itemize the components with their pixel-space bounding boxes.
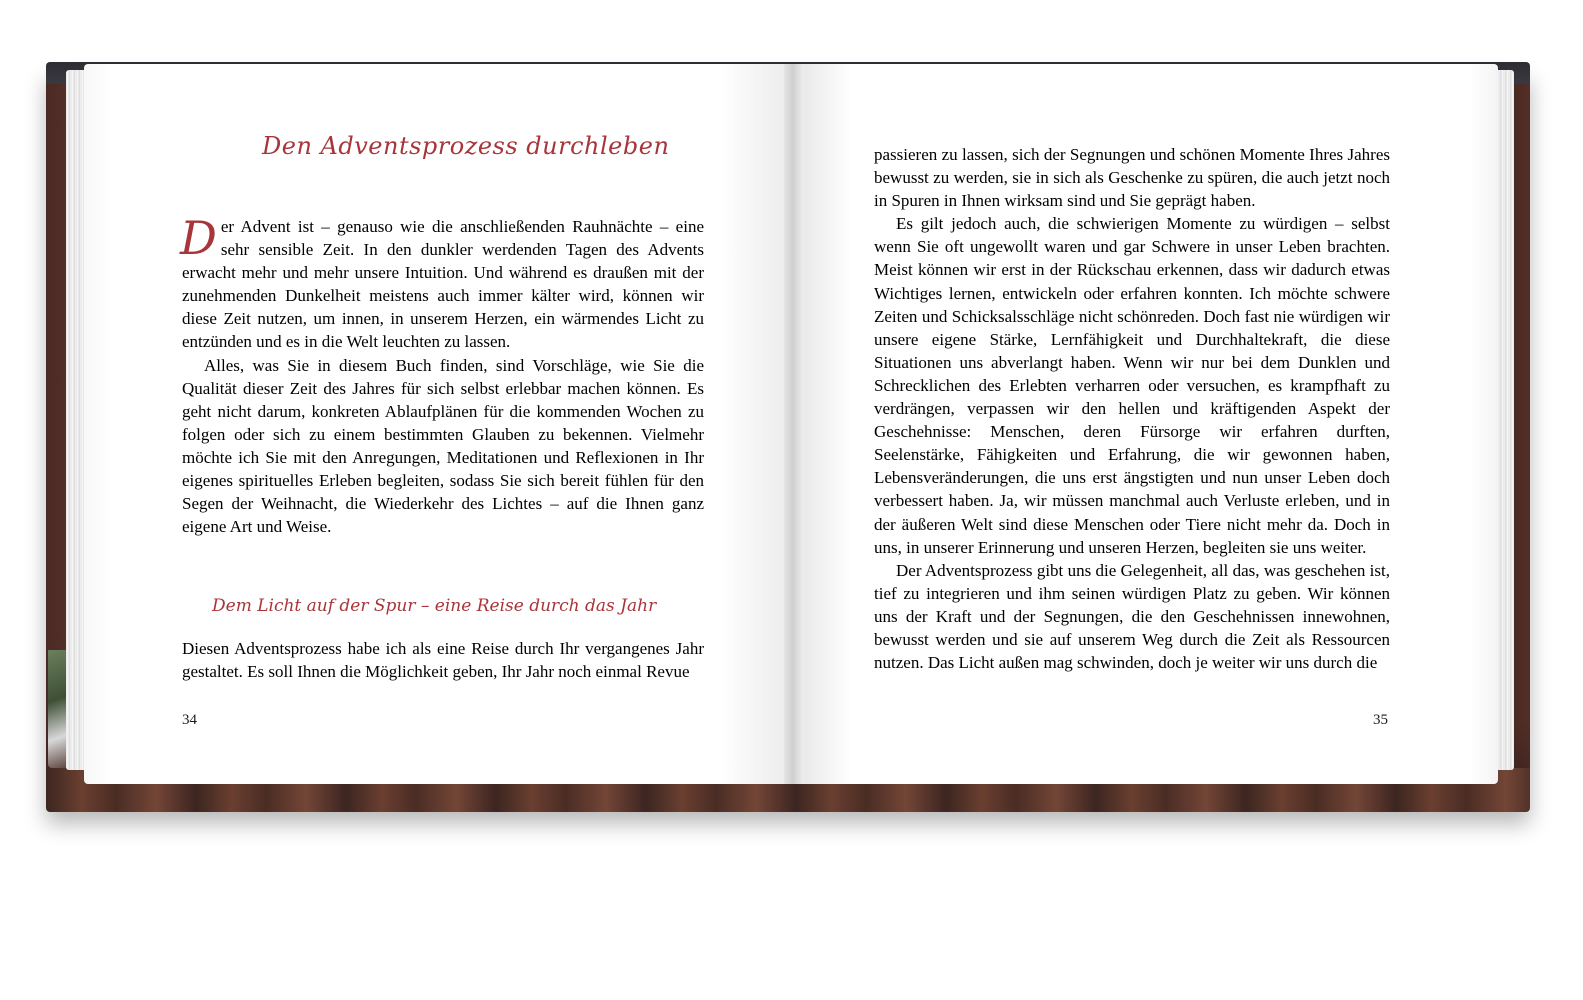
left-paragraph-1 — [180, 211, 704, 354]
right-paragraph-3: Der Adventsprozess gibt uns die Gelegenheit, all das, was geschehen ist, tief zu integrieren und ihm seinen würdigen Platz zu geben. Wir können uns der Kraft und der Segnungen, die den Geschehnissen innewohnen, bewusst werden und sie auf unserem Weg durch die Zeit als Ressourcen nutzen. Das Licht außen mag schwinden, doch je weiter wir uns durch die — [874, 560, 1390, 673]
right-paragraph-2: Es gilt jedoch auch, die schwierigen Momente zu würdigen – selbst wenn Sie oft ungewollt waren und gar Schwere in unser Leben brachten. Meist können wir erst in der Rückschau erkennen, dass wir dadurch etwas Wichtiges lernen, entwickeln oder erfahren konnten. Ich möchte schwere Zeiten und Schicksalsschläge nicht schönreden. Doch fast nie würdigen wir unsere eigene Stärke, Lernfähigkeit und Durchhaltekraft, die diese Situationen uns abverlangt haben. Wenn wir nur bei dem Dunklen und Schrecklichen des Erlebten verharren oder versuchen, es krampfhaft zu verdrängen, verpassen wir den hellen und kräftigenden Aspekt der Geschehnisse: Menschen, deren Fürsorge wir erfahren durften, Seelenstärke, Fähigkeiten und Erfahrung, die wir gewonnen haben, Lebensveränderungen, die uns erst ängstigten und nun unser Leben doch verbessert haben. Ja, wir müssen manchmal auch Verluste erleben, und in der äußeren Welt sind diese Menschen oder Tiere nicht mehr da. Doch in uns, in unserer Erinnerung und unseren Herzen, begleiten sie uns weiter. — [874, 214, 1390, 557]
page-number-right: 35 — [1373, 712, 1388, 728]
left-text-block-intro — [180, 211, 704, 538]
left-paragraph-1-text: er Advent ist – genauso wie die anschließenden Rauhnächte – eine sehr sensible Zeit. In den dunkler werdenden Tagen des Advents erwacht mehr und mehr unsere Intuition. Und während es draußen mit der zunehmenden Dunkelheit meistens auch immer kälter wird, können wir diese Zeit nutzen, um innen, in unserem Herzen, ein wärmendes Licht zu entzünden und es in die Welt leuchten zu lassen. — [182, 217, 704, 352]
book-gutter — [784, 64, 804, 784]
left-text-block-section — [182, 637, 704, 683]
right-paragraph-1: passieren zu lassen, sich der Segnungen und schönen Momente Ihres Jahres bewusst zu werden, sie in sich als Geschenke zu spüren, die auch jetzt noch in Spuren in Ihnen wirksam sind und Sie geprägt haben. — [874, 145, 1390, 211]
dropcap-letter: D — [180, 211, 217, 265]
left-paragraph-2: Alles, was Sie in diesem Buch finden, sind Vorschläge, wie Sie die Qualität dieser Zeit des Jahres für sich selbst erlebbar machen können. Es geht nicht darum, konkreten Ablaufplänen für die kommenden Wochen zu folgen oder sich zu einem bestimmten Glauben zu bekennen. Vielmehr möchte ich Sie mit den Anregungen, Meditationen und Reflexionen in Ihr eigenes spirituelles Erleben begleiten, sodass Sie sich bereit fühlen für den Segen der Weihnacht, die Wiederkehr des Lichtes – auf die Ihnen ganz eigene Art und Weise. — [182, 355, 704, 537]
section-title: Dem Licht auf der Spur – eine Reise durch das Jahr — [212, 596, 657, 616]
right-text-block — [874, 143, 1390, 674]
page-number-left: 34 — [182, 712, 197, 728]
left-paragraph-3: Diesen Adventsprozess habe ich als eine Reise durch Ihr vergangenes Jahr gestaltet. Es soll Ihnen die Möglichkeit geben, Ihr Jahr noch einmal Revue — [182, 639, 704, 682]
chapter-title: Den Adventsprozess durchleben — [262, 132, 670, 160]
